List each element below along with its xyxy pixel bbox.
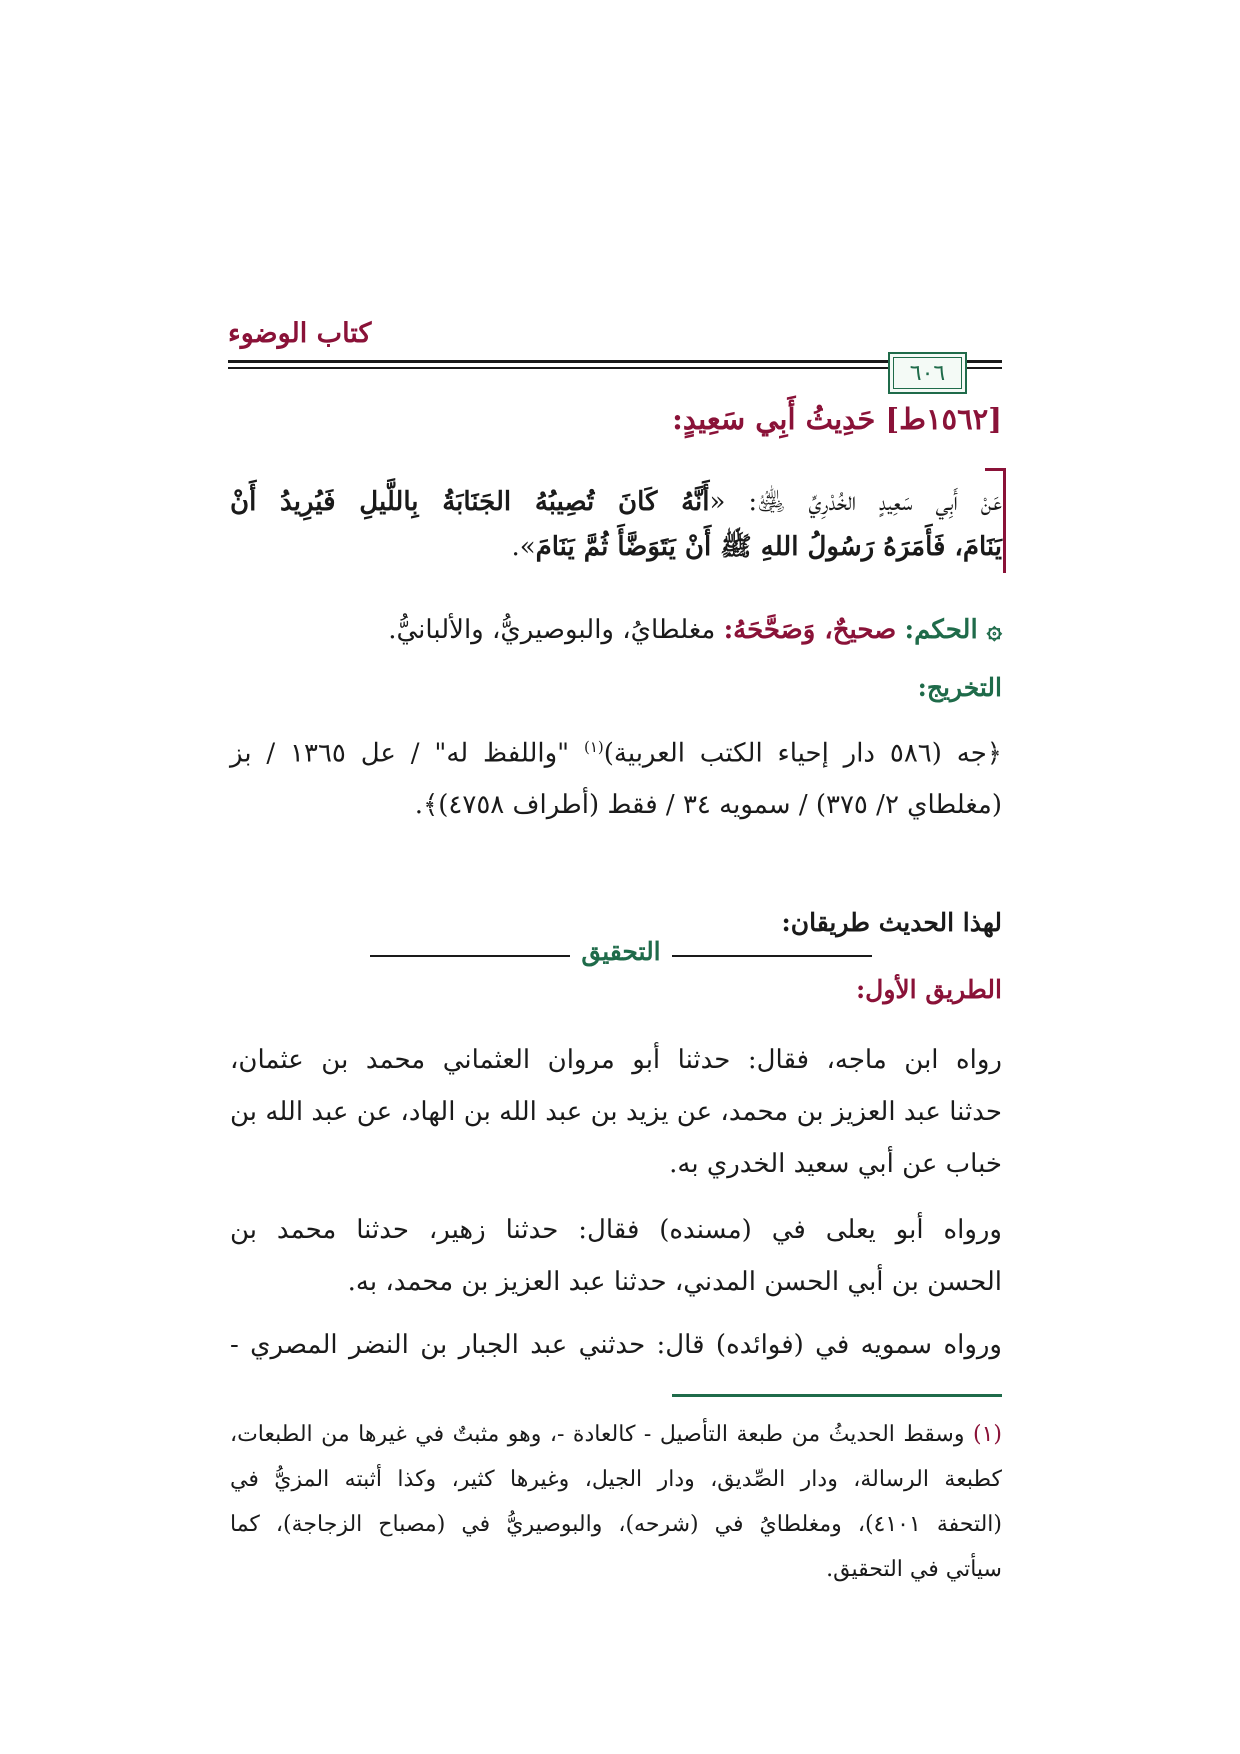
ruling-value: صحيحٌ، وَصَحَّحَهُ: xyxy=(723,615,897,645)
footnote-line-3: (التحفة ٤١٠١)، ومغلطايُ في (شرحه)، والبوصيريُّ في (مصباح الزجاجة)، كما xyxy=(230,1512,1002,1537)
tahqiq-intro: لهذا الحديث طريقان: xyxy=(781,908,1002,937)
hadith-matn-2: يَنَامَ، فَأَمَرَهُ رَسُولُ اللهِ ﷺ أَنْ يَتَوَضَّأَ ثُمَّ يَنَامَ xyxy=(535,532,1002,562)
header-rule-right-top xyxy=(967,360,1002,363)
hadith-text-line-1 xyxy=(230,485,1002,523)
ruling-rest: مغلطايُ، والبوصيريُّ، والألبانيُّ. xyxy=(388,615,724,645)
header-rule-left-top xyxy=(228,360,888,363)
footnote-reference: (١) xyxy=(583,738,604,756)
hadith-text-line-2 xyxy=(230,530,1002,568)
header-rule-left-bottom xyxy=(228,367,888,369)
page-number-box xyxy=(888,352,967,394)
takhrij-text-1b: "واللفظ له" / عل ١٣٦٥ / بز xyxy=(230,738,584,769)
footnote-line-2: كطبعة الرسالة، ودار الصِّديق، ودار الجيل، وغيرها كثير، وكذا أثبته المزيُّ في xyxy=(230,1467,1002,1492)
hadith-matn-1: أَنَّهُ كَانَ تُصِيبُهُ الجَنَابَةُ بِاللَّيلِ فَيُرِيدُ أَنْ xyxy=(230,487,710,517)
para2-line-2: الحسن بن أبي الحسن المدني، حدثنا عبد العزيز بن محمد، به. xyxy=(347,1267,1002,1297)
hadith-heading: [١٥٦٢ط] حَدِيثُ أَبِي سَعِيدٍ: xyxy=(672,402,1002,436)
divider-line-right xyxy=(672,955,872,957)
first-path-heading: الطريق الأول: xyxy=(855,975,1002,1004)
para1-line-3: خباب عن أبي سعيد الخدري به. xyxy=(669,1149,1002,1179)
para1-line-2: حدثنا عبد العزيز بن محمد، عن يزيد بن عبد الله بن الهاد، عن عبد الله بن xyxy=(230,1097,1002,1127)
takhrij-line-2: (مغلطاي ٢/ ٣٧٥) / سمويه ٣٤ / فقط (أطراف ٤٧٥٨)﴾. xyxy=(414,790,1002,820)
page-number: ٦٠٦ xyxy=(909,360,946,386)
takhrij-text-1a: ﴿جه (٥٨٦ دار إحياء الكتب العربية) xyxy=(603,738,1002,769)
running-title: كتاب الوضوء xyxy=(228,318,372,349)
divider-line-left xyxy=(370,955,570,957)
ruling-label: ۞ الحكم: xyxy=(904,615,1002,645)
footnote-line-1 xyxy=(230,1422,1002,1447)
hadith-close: ». xyxy=(511,532,536,562)
hadith-narrator: عَنْ أَبِي سَعِيدٍ الخُدْرِيِّ ﵁: « xyxy=(709,487,1003,517)
footnote-line-4: سيأتي في التحقيق. xyxy=(826,1557,1002,1582)
para1-line-1: رواه ابن ماجه، فقال: حدثنا أبو مروان العثماني محمد بن عثمان، xyxy=(230,1045,1002,1075)
footnote-rule xyxy=(672,1394,1002,1397)
tahqiq-divider-label: التحقيق xyxy=(581,937,661,966)
ruling-line xyxy=(230,615,1002,645)
takhrij-label: التخريج: xyxy=(917,673,1002,702)
footnote-marker: (١) xyxy=(972,1422,1002,1447)
para3-line-1: ورواه سمويه في (فوائده) قال: حدثني عبد الجبار بن النضر المصري - xyxy=(230,1330,1002,1360)
footnote-text-1: وسقط الحديثُ من طبعة التأصيل - كالعادة -، وهو مثبتٌ في غيرها من الطبعات، xyxy=(230,1422,973,1447)
header-rule-right-bottom xyxy=(967,367,1002,369)
takhrij-line-1 xyxy=(230,738,1002,769)
para2-line-1: ورواه أبو يعلى في (مسنده) فقال: حدثنا زهير، حدثنا محمد بن xyxy=(230,1215,1002,1245)
